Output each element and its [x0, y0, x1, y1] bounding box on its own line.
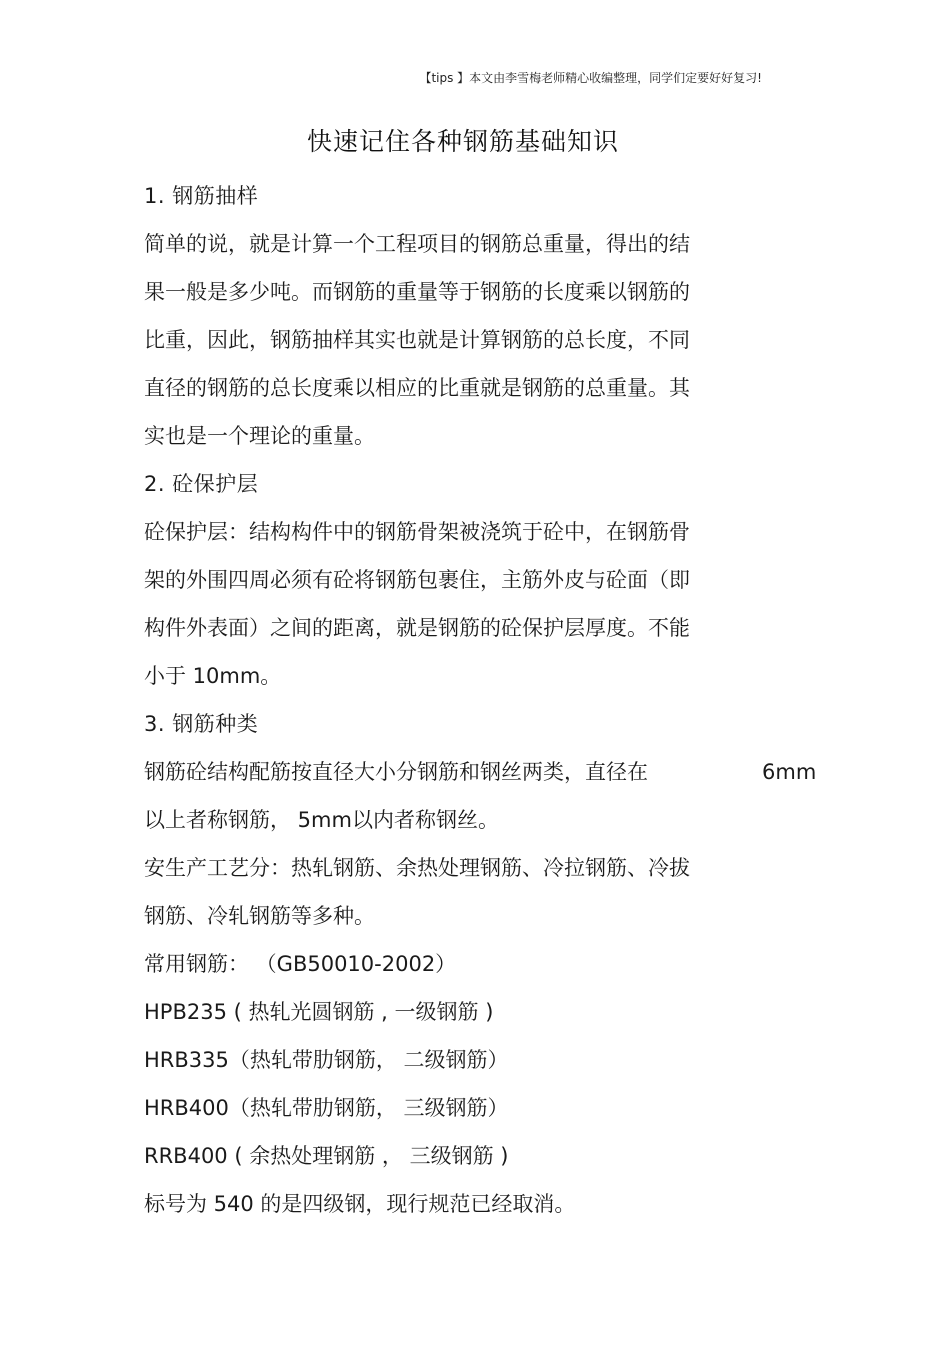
- paragraph-line: 直径的钢筋的总长度乘以相应的比重就是钢筋的总重量。其: [144, 376, 690, 400]
- paragraph-line: 常用钢筋： （GB50010-2002）: [144, 952, 457, 976]
- section-heading-rebar-types: 3. 钢筋种类: [144, 712, 259, 736]
- page-title: 快速记住各种钢筋基础知识: [306, 127, 619, 156]
- paragraph-line: 安生产工艺分：热轧钢筋、余热处理钢筋、冷拉钢筋、冷拔: [144, 856, 690, 880]
- rebar-grade-item: RRB400 ( 余热处理钢筋 ， 三级钢筋 ): [144, 1144, 509, 1168]
- rebar-grade-item: HPB235 ( 热轧光圆钢筋 , 一级钢筋 ): [144, 1000, 494, 1024]
- paragraph-line: 小于 10mm。: [144, 664, 282, 688]
- paragraph-line: 钢筋、冷轧钢筋等多种。: [144, 904, 375, 928]
- paragraph-line: 简单的说，就是计算一个工程项目的钢筋总重量，得出的结: [144, 232, 690, 256]
- paragraph-line: 比重，因此，钢筋抽样其实也就是计算钢筋的总长度，不同: [144, 328, 690, 352]
- rebar-grade-item: HRB400（热轧带肋钢筋， 三级钢筋）: [144, 1096, 509, 1120]
- diameter-value: 6mm: [762, 760, 817, 784]
- paragraph-line: 以上者称钢筋， 5mm以内者称钢丝。: [144, 808, 499, 832]
- paragraph-line: 果一般是多少吨。而钢筋的重量等于钢筋的长度乘以钢筋的: [144, 280, 690, 304]
- tips-note: 【tips 】本文由李雪梅老师精心收编整理，同学们定要好好复习!: [419, 71, 762, 85]
- paragraph-line: 构件外表面）之间的距离，就是钢筋的砼保护层厚度。不能: [144, 616, 690, 640]
- paragraph-line: 钢筋砼结构配筋按直径大小分钢筋和钢丝两类，直径在: [144, 760, 648, 784]
- paragraph-line: 实也是一个理论的重量。: [144, 424, 375, 448]
- section-heading-rebar-sampling: 1. 钢筋抽样: [144, 184, 259, 208]
- rebar-grade-item: HRB335（热轧带肋钢筋， 二级钢筋）: [144, 1048, 509, 1072]
- paragraph-line: 架的外围四周必须有砼将钢筋包裹住，主筋外皮与砼面（即: [144, 568, 690, 592]
- paragraph-line: 砼保护层：结构构件中的钢筋骨架被浇筑于砼中，在钢筋骨: [144, 520, 690, 544]
- section-heading-concrete-cover: 2. 砼保护层: [144, 472, 259, 496]
- paragraph-line: 标号为 540 的是四级钢，现行规范已经取消。: [144, 1192, 576, 1216]
